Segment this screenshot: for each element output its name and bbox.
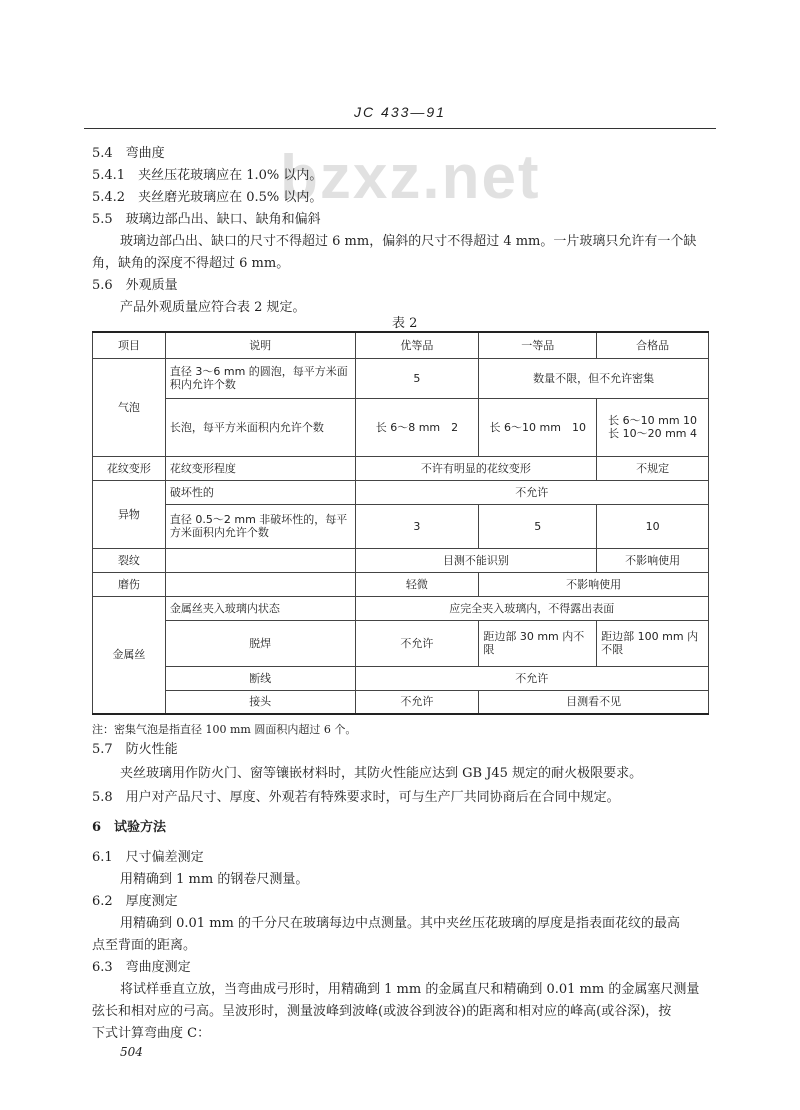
table-row (93, 572, 709, 596)
cell-item: 金属丝 (93, 596, 166, 714)
cell: 数量不限，但不允许密集 (479, 358, 709, 398)
section-6: 6 试验方法 (92, 820, 167, 835)
cell-item: 磨伤 (93, 572, 166, 596)
para-5-5-a: 玻璃边部凸出、缺口的尺寸不得超过 6 mm，偏斜的尺寸不得超过 4 mm。一片玻璃只允许有一个缺 (120, 234, 697, 249)
cell: 不允许 (355, 620, 479, 666)
table-header-row (93, 332, 709, 358)
page-header: JC 433—91 (354, 104, 446, 120)
cell-desc: 破坏性的 (165, 480, 355, 504)
header-rule (84, 128, 716, 129)
cell: 5 (479, 504, 597, 548)
cell: 轻微 (355, 572, 479, 596)
cell-desc: 金属丝夹入玻璃内状态 (165, 596, 355, 620)
page-number: 504 (120, 1045, 143, 1059)
table-row (93, 456, 709, 480)
th-qualified: 合格品 (597, 332, 709, 358)
table-row (93, 548, 709, 572)
cell-desc: 长泡，每平方米面积内允许个数 (165, 398, 355, 456)
section-6-2: 6.2 厚度测定 (92, 894, 178, 909)
para-6-2-b: 点至背面的距离。 (92, 938, 197, 953)
para-6-3-c: 下式计算弯曲度 C： (92, 1026, 211, 1041)
cell: 不影响使用 (479, 572, 709, 596)
cell-desc (165, 572, 355, 596)
section-5-5: 5.5 玻璃边部凸出、缺口、缺角和偏斜 (92, 212, 321, 227)
cell-desc (165, 548, 355, 572)
table-row (93, 398, 709, 456)
table-row (93, 358, 709, 398)
section-5-4: 5.4 弯曲度 (92, 146, 165, 161)
th-desc: 说明 (165, 332, 355, 358)
para-6-3-a: 将试样垂直立放，当弯曲成弓形时，用精确到 1 mm 的金属直尺和精确到 0.01 mm 的金属塞尺测量 (120, 982, 700, 997)
cell-item: 异物 (93, 480, 166, 548)
section-5-6: 5.6 外观质量 (92, 278, 178, 293)
cell-item: 花纹变形 (93, 456, 166, 480)
watermark: bzxz.net (280, 143, 541, 212)
para-5-7: 夹丝玻璃用作防火门、窗等镶嵌材料时，其防火性能应达到 GB J45 规定的耐火极限要求。 (120, 766, 643, 781)
cell: 目测看不见 (479, 690, 709, 714)
section-6-1: 6.1 尺寸偏差测定 (92, 850, 204, 865)
cell-item: 气泡 (93, 358, 166, 456)
th-item: 项目 (93, 332, 166, 358)
cell: 5 (355, 358, 479, 398)
cell-desc: 直径 3～6 mm 的圆泡，每平方米面积内允许个数 (165, 358, 355, 398)
table-row (93, 690, 709, 714)
cell: 不许有明显的花纹变形 (355, 456, 597, 480)
cell: 长 6～8 mm 2 (355, 398, 479, 456)
para-5-5-b: 角，缺角的深度不得超过 6 mm。 (92, 256, 290, 271)
table-note: 注：密集气泡是指直径 100 mm 圆面积内超过 6 个。 (92, 723, 357, 736)
table-row (93, 620, 709, 666)
cell: 不规定 (597, 456, 709, 480)
para-6-1: 用精确到 1 mm 的钢卷尺测量。 (120, 872, 309, 887)
cell: 距边部 30 mm 内不限 (479, 620, 597, 666)
cell: 不允许 (355, 480, 708, 504)
cell-desc: 断线 (165, 666, 355, 690)
table-row (93, 480, 709, 504)
cell-desc: 直径 0.5～2 mm 非破坏性的，每平方米面积内允许个数 (165, 504, 355, 548)
section-5-8: 5.8 用户对产品尺寸、厚度、外观若有特殊要求时，可与生产厂共同协商后在合同中规定。 (92, 790, 620, 805)
para-6-2-a: 用精确到 0.01 mm 的千分尺在玻璃每边中点测量。其中夹丝压花玻璃的厚度是指表面花纹的最高 (120, 916, 680, 931)
cell-desc: 脱焊 (165, 620, 355, 666)
cell: 不允许 (355, 690, 479, 714)
cell: 距边部 100 mm 内不限 (597, 620, 709, 666)
table-2 (92, 331, 709, 715)
cell: 10 (597, 504, 709, 548)
section-5-4-1: 5.4.1 夹丝压花玻璃应在 1.0% 以内。 (92, 168, 323, 183)
th-first: 一等品 (479, 332, 597, 358)
para-5-6: 产品外观质量应符合表 2 规定。 (120, 300, 306, 315)
cell: 长 6～10 mm 10 长 10～20 mm 4 (597, 398, 709, 456)
section-5-4-2: 5.4.2 夹丝磨光玻璃应在 0.5% 以内。 (92, 190, 323, 205)
cell: 3 (355, 504, 479, 548)
th-excellent: 优等品 (355, 332, 479, 358)
section-5-7: 5.7 防火性能 (92, 742, 178, 757)
table-caption: 表 2 (392, 316, 418, 331)
cell: 长 6～10 mm 10 (479, 398, 597, 456)
section-6-3: 6.3 弯曲度测定 (92, 960, 191, 975)
table-row (93, 666, 709, 690)
table-row (93, 504, 709, 548)
cell-item: 裂纹 (93, 548, 166, 572)
para-6-3-b: 弦长和相对应的弓高。呈波形时，测量波峰到波峰(或波谷到波谷)的距离和相对应的峰高(或谷深)，按 (92, 1004, 672, 1019)
cell: 应完全夹入玻璃内，不得露出表面 (355, 596, 708, 620)
cell-desc: 接头 (165, 690, 355, 714)
cell: 不影响使用 (597, 548, 709, 572)
cell: 不允许 (355, 666, 708, 690)
table-row (93, 596, 709, 620)
cell-desc: 花纹变形程度 (165, 456, 355, 480)
cell: 目测不能识别 (355, 548, 597, 572)
